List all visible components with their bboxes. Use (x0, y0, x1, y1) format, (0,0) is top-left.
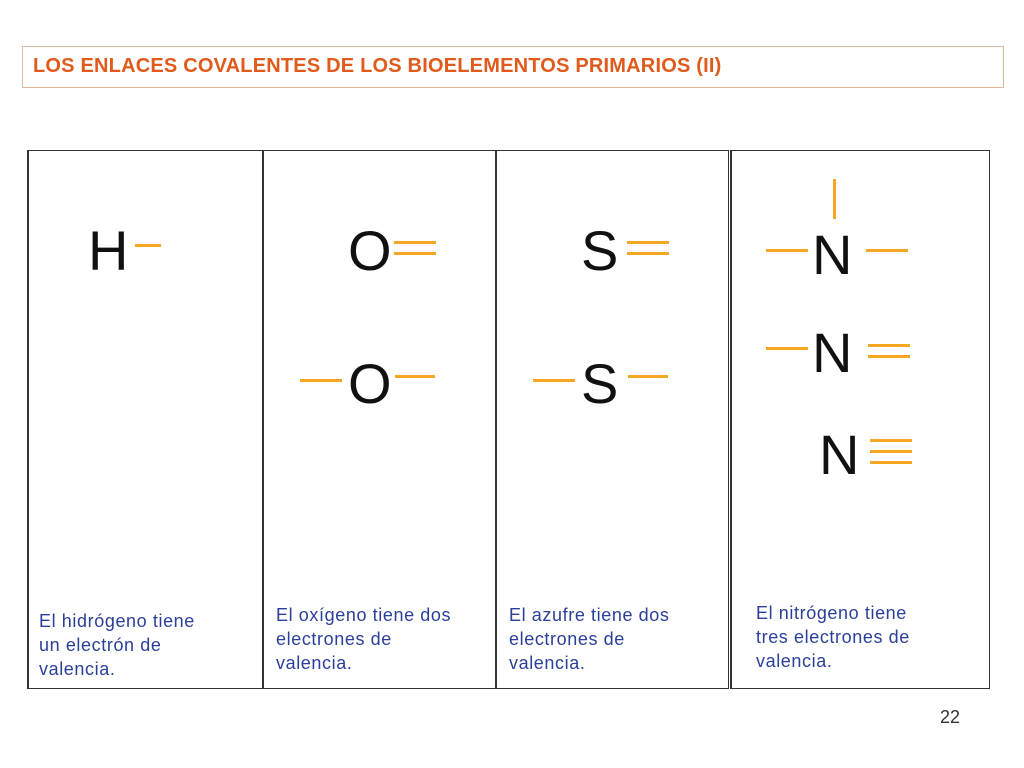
caption-oxygen (276, 603, 451, 675)
caption-line: valencia. (39, 659, 116, 679)
double-bond-line-2 (394, 252, 436, 255)
double-bond-line-2 (627, 252, 669, 255)
triple-bond-line-1 (870, 439, 912, 442)
single-bond-right (395, 375, 435, 378)
single-bond-left (766, 249, 808, 252)
triple-bond-line-2 (870, 450, 912, 453)
slide-title-box (22, 46, 1004, 88)
panel-nitrogen (730, 150, 990, 689)
caption-line: El hidrógeno tiene (39, 611, 195, 631)
single-bond-right (866, 249, 908, 252)
caption-line: electrones de (509, 629, 625, 649)
caption-line: tres electrones de (756, 627, 910, 647)
double-bond-line-1 (394, 241, 436, 244)
double-bond-line-1 (627, 241, 669, 244)
caption-nitrogen (756, 601, 910, 673)
triple-bond-line-3 (870, 461, 912, 464)
caption-line: El oxígeno tiene dos (276, 605, 452, 625)
caption-line: electrones de (276, 629, 392, 649)
page-number: 22 (940, 707, 961, 727)
atom-n-triple: N (819, 423, 860, 486)
atom-h: H (88, 219, 129, 282)
panel-hydrogen (27, 150, 263, 689)
caption-line: valencia. (756, 651, 833, 671)
caption-line: valencia. (276, 653, 353, 673)
single-bond-left (766, 347, 808, 350)
single-bond-top (833, 179, 836, 219)
single-bond-left (533, 379, 575, 382)
atom-n-triple-single: N (812, 223, 853, 286)
caption-hydrogen (39, 609, 195, 681)
double-bond-line-2 (868, 355, 910, 358)
caption-sulfur (509, 603, 670, 675)
single-bond-left (300, 379, 342, 382)
single-bond-right (135, 244, 161, 247)
panel-oxygen (262, 150, 496, 689)
atom-s-double: S (581, 219, 619, 282)
caption-line: El nitrógeno tiene (756, 603, 907, 623)
double-bond-line-1 (868, 344, 910, 347)
caption-line: El azufre tiene dos (509, 605, 670, 625)
atom-n-single-double: N (812, 321, 853, 384)
atom-o-double: O (348, 219, 392, 282)
slide-title: LOS ENLACES COVALENTES DE LOS BIOELEMENTOS PRIMARIOS (II) (33, 55, 722, 77)
caption-line: valencia. (509, 653, 586, 673)
panel-sulfur (495, 150, 729, 689)
atom-s-single: S (581, 352, 619, 415)
caption-line: un electrón de (39, 635, 162, 655)
atom-o-single: O (348, 352, 392, 415)
single-bond-right (628, 375, 668, 378)
